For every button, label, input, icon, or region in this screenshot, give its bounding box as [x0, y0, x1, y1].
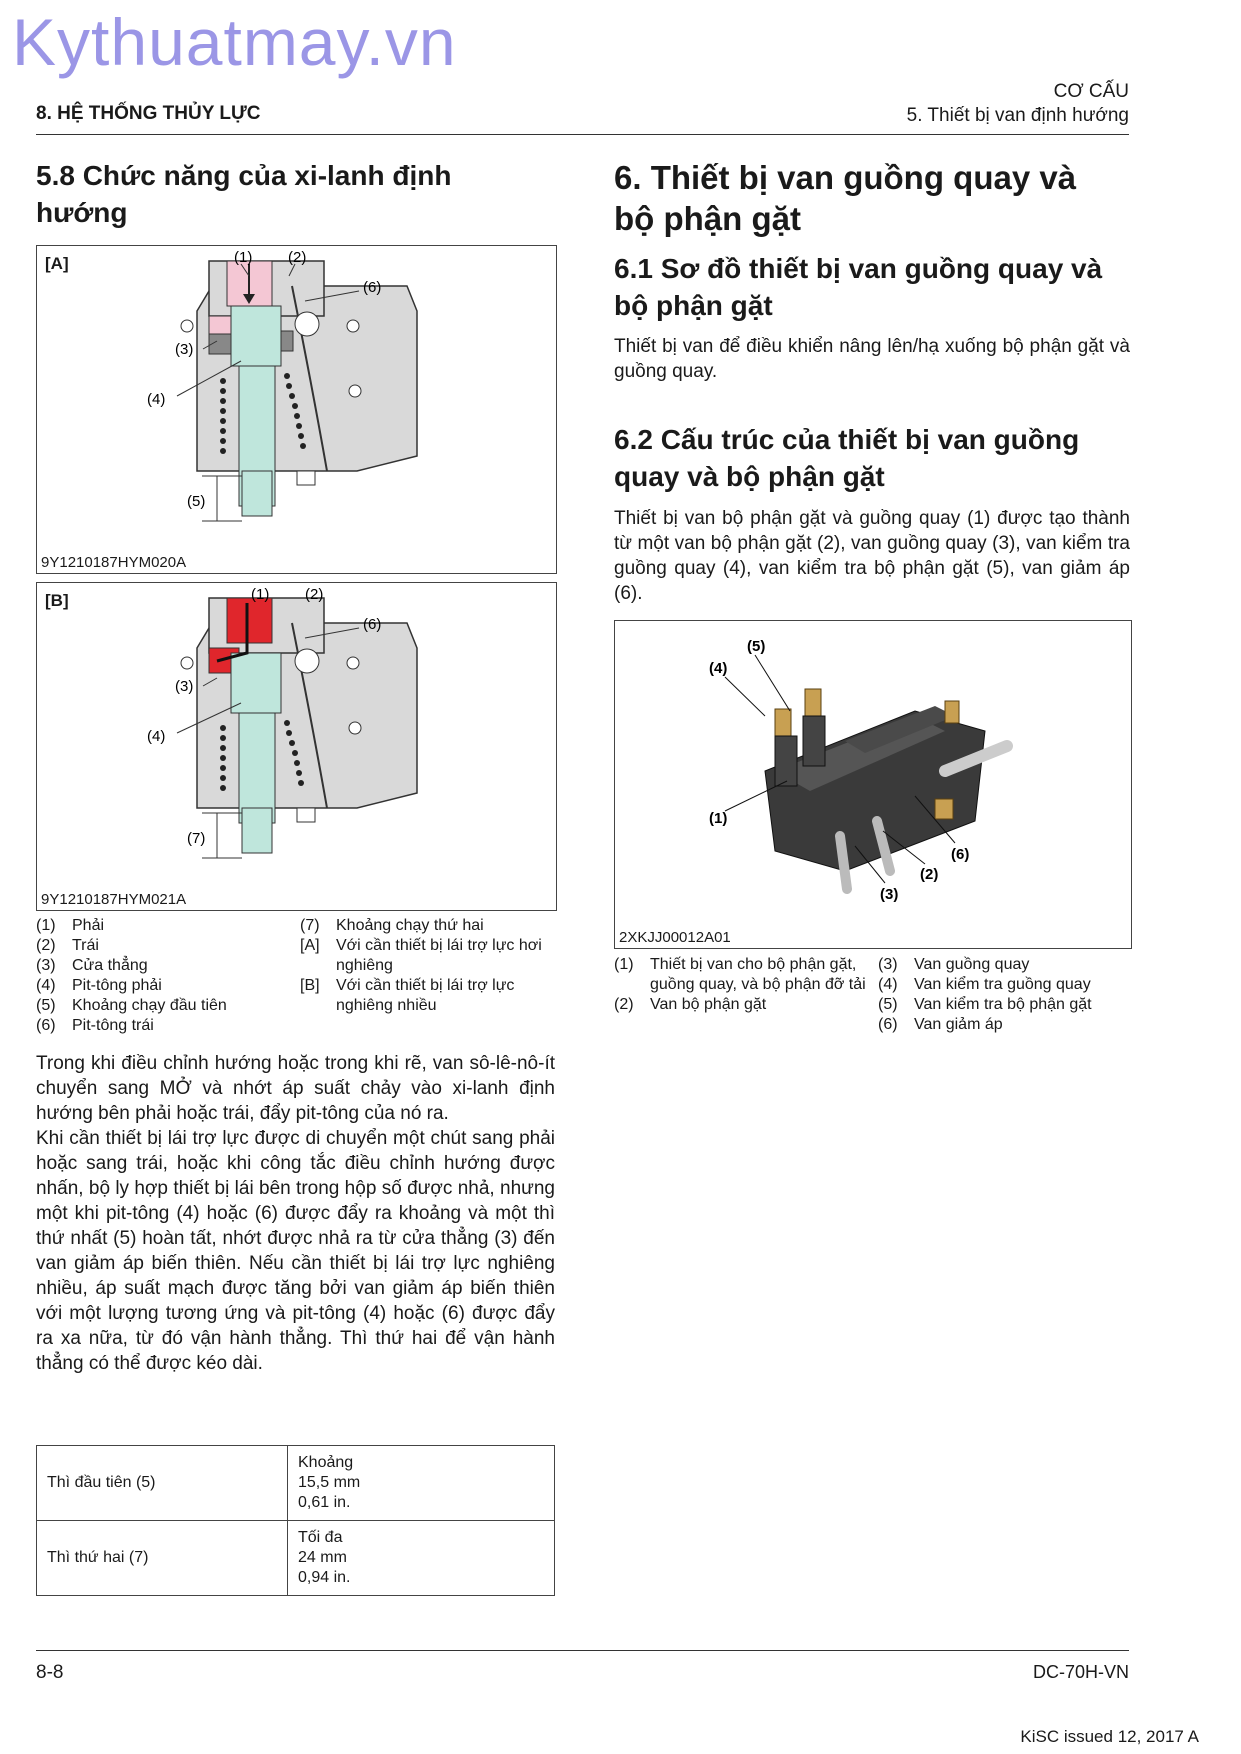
legend-left-col2 — [300, 916, 562, 1016]
legend-item: (2) Van bộ phận gặt — [614, 996, 767, 1013]
callout-a-1: (1) — [234, 249, 253, 266]
valve-assembly-illustration — [615, 621, 1131, 948]
table-cell-value: Tối đa 24 mm 0,94 in. — [288, 1521, 555, 1596]
legend-item: (6) Van giảm áp — [878, 1016, 1003, 1033]
legend-item: (3) Cửa thẳng — [36, 957, 148, 974]
chapter-subtitle: 5. Thiết bị van định hướng — [906, 105, 1129, 126]
legend-item: (5) Khoảng chạy đầu tiên — [36, 997, 227, 1014]
callout-b-6: (6) — [363, 616, 382, 633]
header-rule — [36, 134, 1129, 135]
issue-note: KiSC issued 12, 2017 A — [1020, 1727, 1199, 1746]
callout-b-2: (2) — [305, 586, 324, 603]
callout-a-5: (5) — [187, 493, 206, 510]
table-cell-value: Khoảng 15,5 mm 0,61 in. — [288, 1446, 555, 1521]
heading-6-1: 6.1 Sơ đồ thiết bị van guồng quay và bộ phận gặt — [614, 253, 1103, 321]
chapter-header — [907, 80, 1129, 128]
stroke-spec-table — [36, 1445, 555, 1596]
figure-b-label: [B] — [45, 591, 69, 610]
paragraph-1: Trong khi điều chỉnh hướng hoặc trong khi rẽ, van sô-lê-nô-ít chuyển sang MỞ và nhớt áp suất chảy vào xi-lanh định hướng bên phải hoặc trái, đẩy pit-tông của nó ra. — [36, 1053, 555, 1124]
callout-b-7: (7) — [187, 830, 206, 847]
chapter-title: CƠ CẤU — [1053, 81, 1129, 102]
callout-a-3: (3) — [175, 341, 194, 358]
valve-photo-code: 2XKJJ00012A01 — [619, 929, 731, 946]
legend-item: (4) Pit-tông phải — [36, 977, 162, 994]
legend-item: (5) Van kiểm tra bộ phận gặt — [878, 996, 1092, 1013]
table-row — [37, 1521, 555, 1596]
callout-r-4: (4) — [709, 660, 728, 677]
footer-rule — [36, 1650, 1129, 1651]
callout-r-6: (6) — [951, 846, 970, 863]
callout-r-1: (1) — [709, 810, 728, 827]
table-cell-label: Thì thứ hai (7) — [37, 1521, 288, 1596]
legend-item: (2) Trái — [36, 937, 99, 954]
table-cell-label: Thì đầu tiên (5) — [37, 1446, 288, 1521]
legend-item: [A] Với cần thiết bị lái trợ lực hơi nghiêng — [300, 937, 542, 974]
valve-photo-figure — [614, 620, 1132, 949]
legend-item: (1) Thiết bị van cho bộ phận gặt, guồng quay, và bộ phận đỡ tải — [614, 956, 866, 993]
figure-a-code: 9Y1210187HYM020A — [41, 554, 187, 571]
section-header: 8. HỆ THỐNG THỦY LỰC — [36, 103, 261, 124]
legend-left-col1 — [36, 916, 298, 1036]
callout-b-1: (1) — [251, 586, 270, 603]
callout-a-4: (4) — [147, 391, 166, 408]
heading-5-8: 5.8 Chức năng của xi-lanh định hướng — [36, 160, 452, 228]
legend-item: (3) Van guồng quay — [878, 956, 1030, 973]
figure-b — [36, 582, 557, 911]
legend-right-col1 — [614, 955, 878, 1015]
legend-item: (6) Pit-tông trái — [36, 1017, 154, 1034]
legend-right-col2 — [878, 955, 1138, 1035]
callout-a-6: (6) — [363, 279, 382, 296]
legend-item: (1) Phải — [36, 917, 105, 934]
paragraph-6-2: Thiết bị van bộ phận gặt và guồng quay (1) được tạo thành từ một van bộ phận gặt (2), van guồng quay (3), van kiểm tra guồng quay (4), van kiểm tra bộ phận gặt (5), van giảm áp (6). — [614, 508, 1130, 604]
heading-6: 6. Thiết bị van guồng quay và bộ phận gặt — [614, 159, 1077, 237]
figure-a — [36, 245, 557, 574]
legend-item: [B] Với cần thiết bị lái trợ lực nghiêng nhiều — [300, 977, 515, 1014]
paragraph-6-1: Thiết bị van để điều khiển nâng lên/hạ xuống bộ phận gặt và guồng quay. — [614, 336, 1130, 382]
document-code: DC-70H-VN — [1032, 1662, 1129, 1682]
watermark: Kythuatmay.vn — [12, 5, 457, 79]
table-row — [37, 1446, 555, 1521]
cylinder-diagram-a — [37, 246, 556, 573]
callout-r-2: (2) — [920, 866, 939, 883]
heading-6-2: 6.2 Cấu trúc của thiết bị van guồng quay và bộ phận gặt — [614, 424, 1080, 492]
legend-item: (4) Van kiểm tra guồng quay — [878, 976, 1091, 993]
paragraph-2: Khi cần thiết bị lái trợ lực được di chuyển một chút sang phải hoặc sang trái, hoặc khi công tắc điều chỉnh hướng được nhấn, bộ ly hợp thiết bị lái bên trong hộp số được nhả, nhưng một khi pit-tông (4) hoặc (6) được đẩy ra khoảng và một thì thứ nhất (5) hoàn tất, nhớt được nhả ra từ cửa thẳng (3) đến van giảm áp biến thiên. Nếu cần thiết bị lái trợ lực nghiêng nhiều, áp suất mạch được tăng bởi van giảm áp biến thiên với một lượng tương ứng và pit-tông (4) hoặc (6) được đẩy ra xa nữa, từ đó vận hành thẳng. Thì thứ hai để vận hành thẳng có thể được kéo dài. — [36, 1128, 555, 1374]
callout-b-3: (3) — [175, 678, 194, 695]
callout-b-4: (4) — [147, 728, 166, 745]
callout-r-3: (3) — [880, 886, 899, 903]
legend-item: (7) Khoảng chạy thứ hai — [300, 917, 484, 934]
left-body-text — [36, 1051, 555, 1376]
cylinder-diagram-b — [37, 583, 556, 910]
page-number: 8-8 — [36, 1662, 64, 1683]
figure-b-code: 9Y1210187HYM021A — [41, 891, 187, 908]
callout-r-5: (5) — [747, 638, 766, 655]
callout-a-2: (2) — [288, 249, 307, 266]
figure-a-label: [A] — [45, 254, 69, 273]
